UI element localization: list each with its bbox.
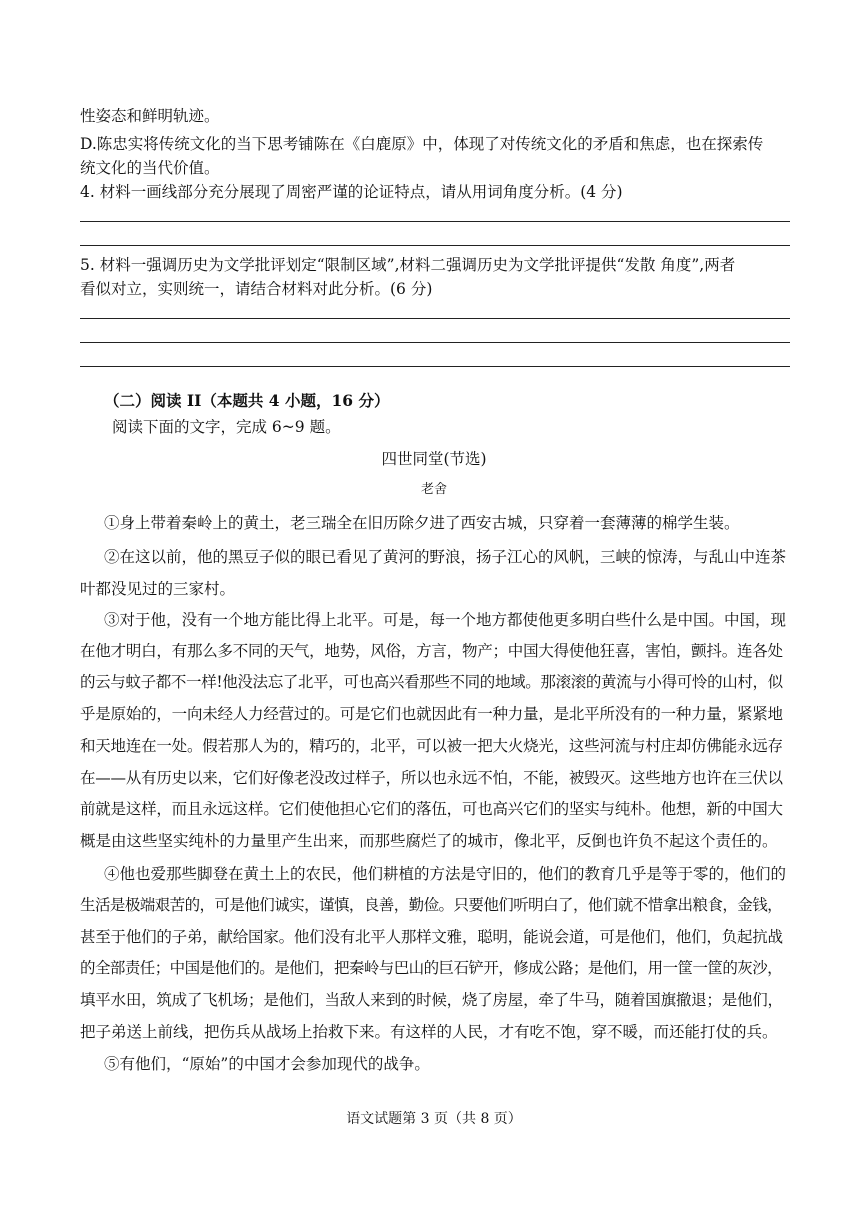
- section-heading: （二）阅读 II（本题共 4 小题，16 分）: [104, 391, 390, 410]
- paragraph-line: 乎是原始的，一向未经人力经营过的。可是它们也就因此有一种力量，是北平所没有的一种力量，紧紧地: [80, 705, 783, 723]
- paragraph-1: ①身上带着秦岭上的黄土，老三瑞全在旧历除夕进了西安古城，只穿着一套薄薄的棉学生装。: [104, 514, 740, 532]
- question-5-line2: 看似对立，实则统一，请结合材料对此分析。(6 分): [80, 280, 433, 298]
- answer-line-q4-1: [80, 221, 790, 222]
- passage-author: 老舍: [420, 482, 447, 497]
- paragraph-line: 的全部责任；中国是他们的。是他们，把秦岭与巴山的巨石铲开，修成公路；是他们，用一筐一筐的灰沙，: [80, 959, 783, 977]
- answer-line-q5-2: [80, 342, 790, 343]
- question-5-line1: 5. 材料一强调历史为文学批评划定“限制区域”,材料二强调历史为文学批评提供“发散 角度”,两者: [80, 256, 736, 274]
- paragraph-line: 的云与蚊子都不一样!他没法忘了北平，可也高兴看那些不同的地域。那滚滚的黄流与小得可怜的山村，似: [80, 673, 783, 691]
- paragraph-2: ②在这以前，他的黑豆子似的眼已看见了黄河的野浪，扬子江心的风帆，三峡的惊涛，与乱山中连茶: [104, 548, 787, 566]
- question-4: 4. 材料一画线部分充分展现了周密严谨的论证特点，请从用词角度分析。(4 分): [80, 183, 623, 201]
- answer-line-q5-3: [80, 366, 790, 367]
- paragraph-line: 甚至于他们的子弟，献给国家。他们没有北平人那样文雅，聪明，能说会道，可是他们，他们，负起抗战: [80, 928, 783, 946]
- paragraph-line: 和天地连在一处。假若那人为的，精巧的，北平，可以被一把大火烧光，这些河流与村庄却仿佛能永远存: [80, 737, 783, 755]
- paragraph-line: 生活是极端艰苦的，可是他们诚实，谨慎，良善，勤俭。只要他们听明白了，他们就不惜拿出粮食，金钱，: [80, 896, 783, 914]
- paragraph-line: 叶都没见过的三家村。: [80, 580, 236, 598]
- paragraph-line: 把子弟送上前线，把伤兵从战场上抬救下来。有这样的人民，才有吃不饱，穿不暖，而还能打仗的兵。: [80, 1023, 778, 1041]
- option-d-line1: D.陈忠实将传统文化的当下思考铺陈在《白鹿原》中，体现了对传统文化的矛盾和焦虑，也在探索传: [80, 135, 764, 153]
- section-instruction: 阅读下面的文字，完成 6~9 题。: [112, 418, 341, 436]
- paragraph-line: 概是由这些坚实纯朴的力量里产生出来，而那些腐烂了的城市，像北平，反倒也许负不起这个责任的。: [80, 832, 778, 850]
- answer-line-q4-2: [80, 245, 790, 246]
- answer-line-q5-1: [80, 318, 790, 319]
- continuation-text: 性姿态和鲜明轨迹。: [80, 107, 220, 125]
- option-d-line2: 统文化的当代价值。: [80, 159, 220, 177]
- page-footer: 语文试题第 3 页（共 8 页）: [346, 1111, 522, 1127]
- paragraph-3: ③对于他，没有一个地方能比得上北平。可是，每一个地方都使他更多明白些什么是中国。中国，现: [104, 611, 787, 629]
- paragraph-line: 在——从有历史以来，它们好像老没改过样子，所以也永远不怕，不能，被毁灭。这些地方也许在三伏以: [80, 769, 783, 787]
- paragraph-5: ⑤有他们，“原始”的中国才会参加现代的战争。: [104, 1055, 430, 1073]
- paragraph-4: ④他也爱那些脚登在黄土上的农民，他们耕植的方法是守旧的，他们的教育几乎是等于零的，他们的: [104, 865, 787, 883]
- passage-title: 四世同堂(节选): [381, 450, 487, 468]
- paragraph-line: 前就是这样，而且永远这样。它们使他担心它们的落伍，可也高兴它们的坚实与纯朴。他想，新的中国大: [80, 800, 783, 818]
- paragraph-line: 填平水田，筑成了飞机场；是他们，当敌人来到的时候，烧了房屋，牵了牛马，随着国旗撤退；是他们，: [80, 991, 783, 1009]
- paragraph-line: 在他才明白，有那么多不同的天气，地势，风俗，方言，物产；中国大得使他狂喜，害怕，颤抖。连各处: [80, 642, 783, 660]
